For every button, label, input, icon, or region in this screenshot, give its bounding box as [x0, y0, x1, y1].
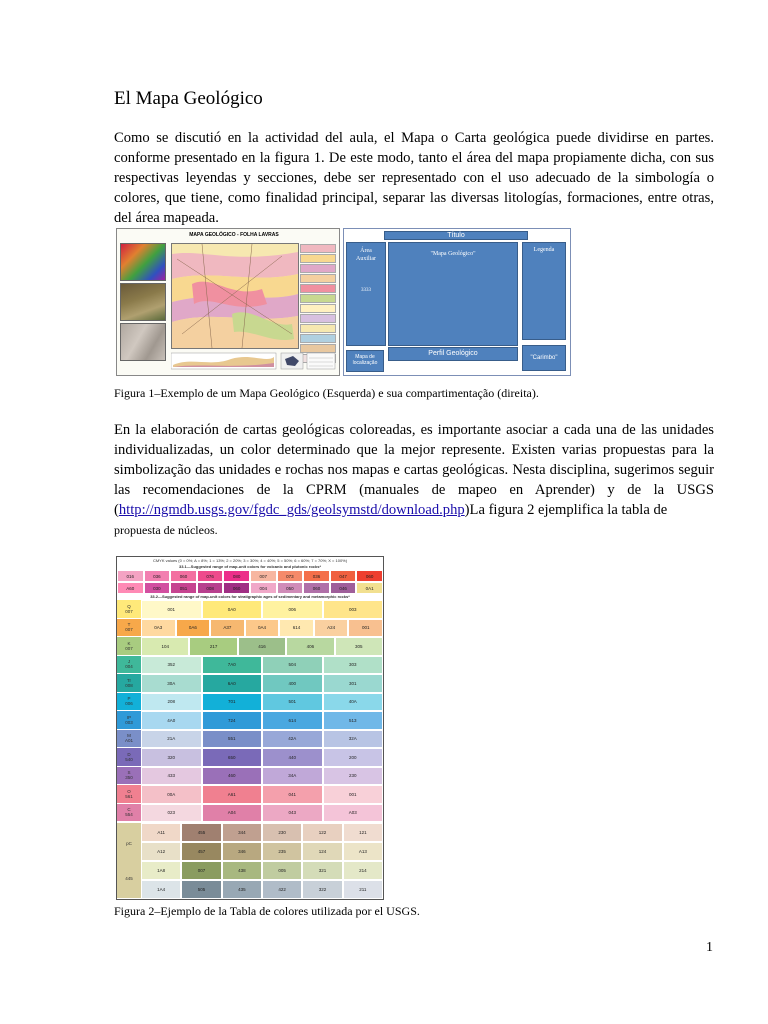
diagram-profile-block: Perfil Geológico — [388, 347, 518, 361]
color-swatch: 208 — [141, 693, 202, 712]
color-swatch: 230 — [323, 767, 384, 786]
age-code: 007 — [125, 608, 133, 614]
color-swatch: 455 — [181, 823, 221, 842]
color-swatch: 214 — [343, 861, 383, 880]
color-swatch: A37 — [210, 619, 245, 638]
age-label — [117, 767, 141, 786]
diagram-location-map: Mapa de localização — [346, 350, 384, 372]
color-swatch: 433 — [141, 767, 202, 786]
color-swatch: 007 — [181, 861, 221, 880]
color-swatch: 007 — [250, 570, 277, 582]
color-swatch: 001 — [141, 600, 202, 619]
age-symbol: P — [127, 696, 131, 702]
table-header-cmyk: CMYK values (0 = 0%; A = 8%; 1 = 13%; 2 = 20%; 3 = 30%; 4 = 40%; 5 = 50%; 6 = 60%; 7 = 70%; X = 100%) — [152, 558, 348, 563]
figure2-caption: Figura 2–Ejemplo de la Tabla de colores utilizada por el USGS. — [114, 904, 420, 918]
color-swatch: 346 — [222, 842, 262, 861]
color-swatch: 004 — [250, 582, 277, 594]
color-swatch: 321 — [302, 861, 342, 880]
geological-map-image — [116, 228, 340, 376]
color-swatch: 34A — [262, 767, 323, 786]
color-swatch: 036 — [303, 570, 330, 582]
color-swatch: 001 — [323, 785, 384, 804]
age-code: 007 — [125, 645, 133, 651]
color-swatch: 513 — [323, 711, 384, 730]
color-swatch: 124 — [302, 842, 342, 861]
color-swatch: 043 — [262, 804, 323, 823]
color-swatch: 051 — [170, 582, 197, 594]
color-swatch: 0A3 — [141, 619, 176, 638]
color-swatch: 438 — [222, 861, 262, 880]
color-swatch: 121 — [343, 823, 383, 842]
color-swatch: 614 — [262, 711, 323, 730]
color-swatch: 1A8 — [141, 861, 181, 880]
color-swatch: 104 — [141, 637, 189, 656]
color-swatch: 435 — [222, 880, 262, 899]
color-swatch: 076 — [197, 570, 224, 582]
page-title: El Mapa Geológico — [114, 88, 263, 109]
auxiliary-area-number: 3333 — [361, 288, 371, 293]
color-swatch: 400 — [262, 674, 323, 693]
color-swatch: 060 — [356, 570, 383, 582]
age-symbol: pC — [126, 840, 132, 846]
age-code: 003 — [125, 719, 133, 725]
diagram-stamp-block: "Carimbo" — [522, 345, 566, 371]
color-swatch: 060 — [170, 570, 197, 582]
age-label — [117, 674, 141, 693]
color-swatch: 060 — [223, 582, 250, 594]
age-label — [117, 711, 141, 730]
age-symbol: D — [127, 751, 131, 757]
color-swatch: 42A — [262, 730, 323, 749]
color-swatch: 40A — [323, 693, 384, 712]
color-swatch: 344 — [222, 823, 262, 842]
color-swatch: 406 — [286, 637, 334, 656]
color-swatch: 0A1 — [356, 582, 383, 594]
color-swatch: 303 — [323, 656, 384, 675]
color-swatch: 003 — [323, 600, 384, 619]
age-code: 007 — [125, 627, 133, 633]
age-code: 008 — [125, 682, 133, 688]
map-inset-thumbnail — [120, 243, 166, 281]
map-compartment-diagram — [343, 228, 571, 376]
color-swatch: A11 — [141, 823, 181, 842]
color-swatch: 080 — [223, 570, 250, 582]
age-label — [117, 693, 141, 712]
age-symbol: S — [127, 770, 131, 776]
color-swatch: A12 — [141, 842, 181, 861]
age-label — [117, 785, 141, 804]
color-swatch: 030 — [144, 582, 171, 594]
age-label — [117, 600, 141, 619]
paragraph-colors-text: En la elaboración de cartas geológicas coloreadas, es importante asociar a cada una de las unidades individualizadas, un color determinado que la mejor represente. Existen varias propuestas para la simbolização das unidades e rochas nos mapas e cartas geológicas. Nesta disciplina, sugerimos seguir las recomendaciones de la CPRM (manuales de mapeo en Aprender) y de la USGS ( — [114, 422, 714, 518]
age-label — [117, 637, 141, 656]
map-main-area — [171, 243, 299, 349]
age-color-rows — [117, 600, 383, 822]
usgs-color-table — [116, 556, 384, 900]
table-header-stratigraphic: 33.2—Suggested range of map-unit colors for stratigraphic ages of sedimentary and metamorphic rocks* — [150, 594, 350, 599]
age-code: 561 — [125, 793, 133, 799]
color-swatch: 122 — [302, 823, 342, 842]
color-swatch: 440 — [262, 748, 323, 767]
color-swatch: 724 — [202, 711, 263, 730]
age-code: 540 — [125, 756, 133, 762]
color-swatch: 0A0 — [202, 600, 263, 619]
age-symbol: O — [127, 788, 131, 794]
age-symbol: J — [127, 659, 131, 665]
map-inset-thumbnail — [120, 283, 166, 321]
volcanic-color-rows — [117, 570, 383, 594]
age-symbol: K — [127, 640, 131, 646]
color-swatch: 005 — [262, 861, 302, 880]
color-swatch: 4A0 — [141, 711, 202, 730]
page-number: 1 — [706, 940, 713, 955]
diagram-map-area: "Mapa Geológico" — [388, 242, 518, 346]
map-legend — [300, 243, 336, 347]
precambrian-color-rows — [117, 823, 383, 899]
color-swatch: 301 — [323, 674, 384, 693]
figure1-caption: Figura 1–Exemplo de um Mapa Geológico (Esquerda) e sua compartimentação (direita). — [114, 386, 539, 400]
age-code: A01 — [124, 738, 133, 744]
color-swatch: 217 — [189, 637, 237, 656]
paragraph-colors-text-cont: )La figura 2 ejemplifica la tabla de — [464, 502, 668, 518]
color-swatch: 422 — [262, 880, 302, 899]
color-swatch: 008 — [197, 582, 224, 594]
age-label — [117, 730, 141, 749]
color-swatch: 457 — [181, 842, 221, 861]
color-swatch: 21A — [141, 730, 202, 749]
color-swatch: 1A4 — [141, 880, 181, 899]
color-swatch: 001 — [348, 619, 383, 638]
color-swatch: 501 — [262, 693, 323, 712]
age-symbol: IP — [126, 714, 132, 720]
age-symbol: C — [127, 807, 131, 813]
color-swatch: 7A0 — [202, 656, 263, 675]
color-swatch: 320 — [141, 748, 202, 767]
precambrian-label — [117, 823, 141, 899]
map-cross-section — [171, 351, 336, 371]
paragraph-colors — [114, 420, 714, 540]
color-swatch: 0A4 — [245, 619, 280, 638]
color-swatch: 235 — [262, 842, 302, 861]
table-header-volcanic: 33.1—Suggested range of map-unit colors for volcanic and plutonic rocks* — [178, 564, 322, 569]
color-swatch: 00A — [141, 785, 202, 804]
color-swatch: A60 — [117, 582, 144, 594]
age-code: 554 — [125, 812, 133, 818]
color-swatch: 6A0 — [202, 674, 263, 693]
color-swatch: 041 — [262, 785, 323, 804]
usgs-download-link[interactable]: http://ngmdb.usgs.gov/fgdc_gds/geolsymstd/download.php — [118, 502, 465, 518]
color-swatch: 211 — [343, 880, 383, 899]
age-label — [117, 804, 141, 823]
color-swatch: A61 — [202, 785, 263, 804]
diagram-title-block: Título — [384, 231, 528, 240]
age-code: 350 — [125, 775, 133, 781]
color-swatch: A03 — [323, 804, 384, 823]
map-geology-drawing — [172, 244, 298, 348]
map-inset-thumbnail — [120, 323, 166, 361]
color-swatch: 073 — [277, 570, 304, 582]
color-swatch: 460 — [202, 767, 263, 786]
color-swatch: 060 — [303, 582, 330, 594]
paragraph-colors-tail: propuesta de núcleos. — [114, 523, 218, 537]
color-swatch: 016 — [117, 570, 144, 582]
color-swatch: A04 — [202, 804, 263, 823]
color-swatch: 352 — [141, 656, 202, 675]
map-title: MAPA GEOLÓGICO - FOLHA LAVRAS — [189, 232, 279, 238]
diagram-legend-block: Legenda — [522, 242, 566, 340]
age-symbol: T — [127, 622, 131, 628]
age-symbol: Q — [127, 603, 131, 609]
age-code: 445 — [125, 875, 133, 881]
diagram-auxiliary-area — [346, 242, 386, 346]
age-code: 006 — [125, 701, 133, 707]
color-swatch: 701 — [202, 693, 263, 712]
color-swatch: 006 — [262, 600, 323, 619]
age-label — [117, 748, 141, 767]
color-swatch: 32A — [323, 730, 384, 749]
color-swatch: 047 — [330, 570, 357, 582]
color-swatch: A24 — [314, 619, 349, 638]
color-swatch: 551 — [202, 730, 263, 749]
color-swatch: A13 — [343, 842, 383, 861]
color-swatch: 416 — [238, 637, 286, 656]
color-swatch: 050 — [277, 582, 304, 594]
color-swatch: 305 — [335, 637, 383, 656]
age-code: 004 — [125, 664, 133, 670]
color-swatch: 650 — [202, 748, 263, 767]
age-symbol: M — [127, 733, 131, 739]
age-label — [117, 619, 141, 638]
paragraph-intro: Como se discutió en la actividad del aula, el Mapa o Carta geológica puede dividirse en partes. conforme presentado en la figura 1. De este modo, tanto el área del mapa propiamente dicha, con sus respectivas leyendas y secciones, debe ser representado con el uso adecuado de la simbología o colores, que tiene, como finalidad principal, separar las diversas litologías, formaciones, entre otras, del área mapeada. — [114, 130, 714, 226]
color-swatch: 30A — [141, 674, 202, 693]
color-swatch: 036 — [144, 570, 171, 582]
age-symbol: Tr — [126, 677, 132, 683]
color-swatch: 0A6 — [176, 619, 211, 638]
auxiliary-area-label: Área Auxiliar — [356, 248, 376, 262]
color-swatch: 023 — [141, 804, 202, 823]
color-swatch: 200 — [323, 748, 384, 767]
color-swatch: 230 — [262, 823, 302, 842]
color-swatch: 614 — [279, 619, 314, 638]
age-label — [117, 656, 141, 675]
color-swatch: 046 — [330, 582, 357, 594]
color-swatch: 505 — [181, 880, 221, 899]
color-swatch: 322 — [302, 880, 342, 899]
color-swatch: 504 — [262, 656, 323, 675]
